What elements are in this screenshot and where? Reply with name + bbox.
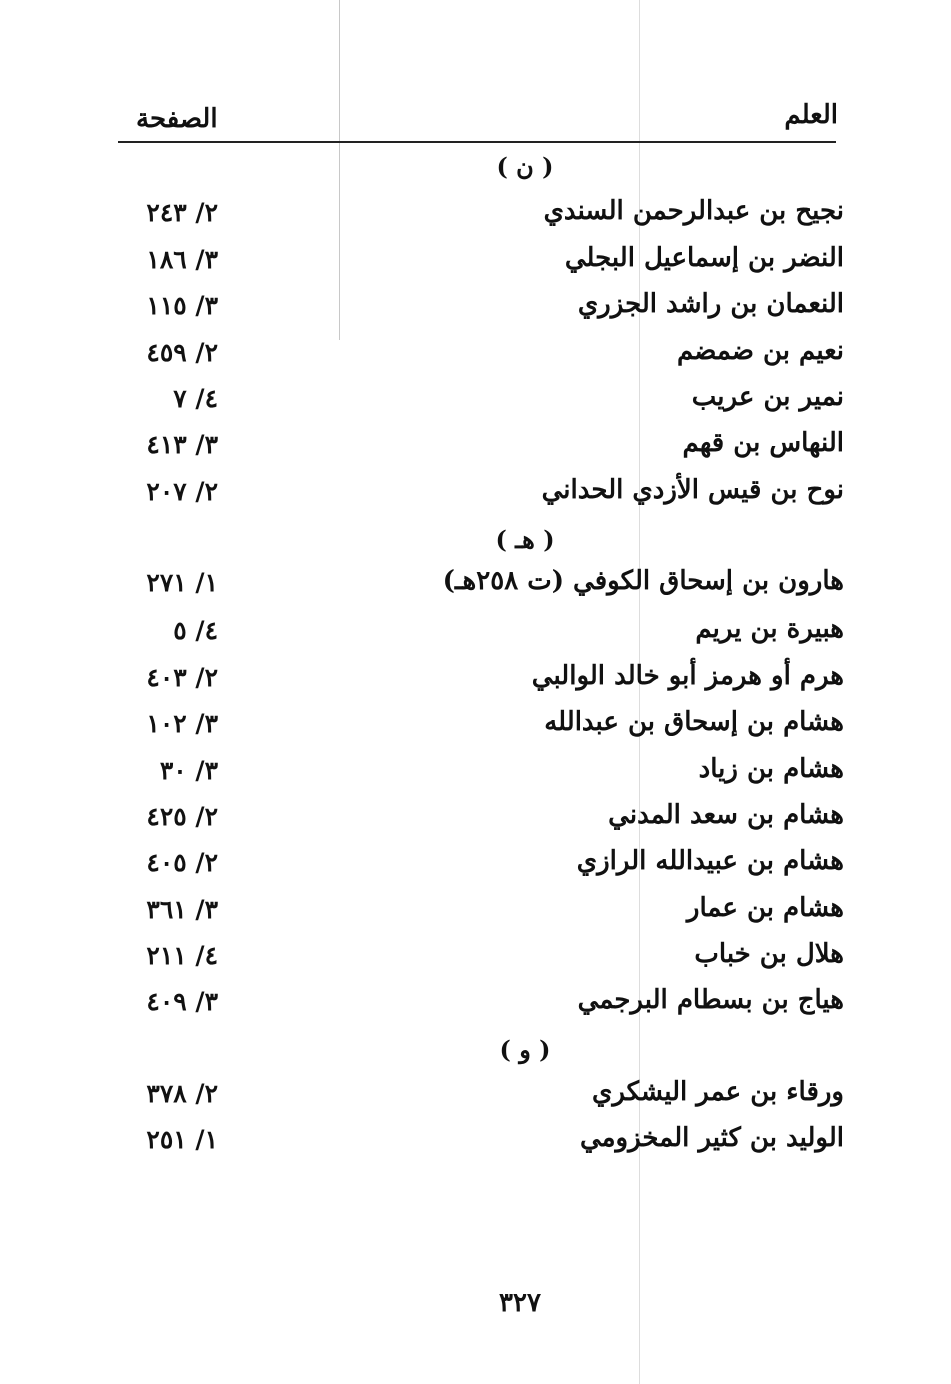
entry-page-ref: ٣/ ١٠٢	[146, 709, 218, 738]
entry-name: هياج بن بسطام البرجمي	[577, 985, 844, 1015]
entry-page-ref: ٤/ ٧	[173, 384, 218, 413]
entry-name: هرم أو هرمز أبو خالد الوالبي	[531, 661, 844, 691]
page-column-heading: الصفحة	[136, 104, 218, 134]
entry-page-ref: ٣/ ٣٠	[159, 756, 218, 785]
index-entry	[120, 428, 844, 468]
index-entry	[120, 754, 844, 794]
entry-name: الوليد بن كثير المخزومي	[579, 1123, 844, 1153]
entry-name: نمير بن عريب	[691, 382, 844, 412]
index-entry	[120, 336, 844, 376]
index-entry	[120, 382, 844, 422]
entry-page-ref: ٢/ ٣٧٨	[146, 1079, 218, 1108]
entry-name: ورقاء بن عمر اليشكري	[591, 1077, 844, 1107]
page-number: ٣٢٧	[499, 1288, 541, 1318]
entry-page-ref: ٤/ ٥	[173, 616, 218, 645]
index-header	[118, 96, 840, 142]
index-entry	[120, 566, 844, 606]
entry-page-ref: ٤/ ٢١١	[146, 941, 218, 970]
entry-name: هشام بن عمار	[686, 893, 844, 923]
entry-name: هلال بن خباب	[694, 939, 844, 969]
entry-name: هارون بن إسحاق الكوفي (ت ٢٥٨هـ)	[442, 566, 844, 596]
section-letter-ha: ( هـ )	[495, 525, 555, 554]
entry-page-ref: ٢/ ٤٠٣	[146, 663, 218, 692]
entry-page-ref: ٢/ ٤٢٥	[146, 802, 218, 831]
section-letter-noon: ( ن )	[496, 152, 554, 181]
index-entry	[120, 893, 844, 933]
entry-page-ref: ٣/ ١٨٦	[146, 245, 218, 274]
entry-name: النعمان بن راشد الجزري	[577, 289, 844, 319]
index-entry	[120, 1123, 844, 1163]
entry-name: هشام بن زياد	[698, 754, 844, 784]
entry-page-ref: ٣/ ٤١٣	[146, 430, 218, 459]
index-entry	[120, 243, 844, 283]
index-entry	[120, 707, 844, 747]
entry-name: النهاس بن قهم	[682, 428, 844, 458]
index-entry	[120, 475, 844, 515]
index-entry	[120, 800, 844, 840]
entry-page-ref: ٣/ ٣٦١	[146, 895, 218, 924]
index-entry	[120, 289, 844, 329]
entry-page-ref: ١/ ٢٥١	[146, 1125, 218, 1154]
index-entry	[120, 1077, 844, 1117]
entry-name: نوح بن قيس الأزدي الحداني	[541, 475, 844, 505]
entry-name: النضر بن إسماعيل البجلي	[564, 243, 844, 273]
entry-name: هشام بن سعد المدني	[608, 800, 844, 830]
entry-name: نعيم بن ضمضم	[676, 336, 844, 366]
entry-page-ref: ٢/ ٤٥٩	[146, 338, 218, 367]
entry-page-ref: ١/ ٢٧١	[146, 568, 218, 597]
entry-page-ref: ٣/ ٤٠٩	[146, 987, 218, 1016]
entry-name: هشام بن إسحاق بن عبدالله	[544, 707, 844, 737]
section-letter-waw: ( و )	[499, 1035, 551, 1064]
index-entry	[120, 846, 844, 886]
index-entry	[120, 661, 844, 701]
name-column-heading: العلم	[784, 100, 838, 130]
entry-page-ref: ٢/ ٢٠٧	[146, 477, 218, 506]
header-divider	[118, 141, 836, 143]
index-entry	[120, 985, 844, 1025]
entry-name: نجيح بن عبدالرحمن السندي	[543, 196, 844, 226]
index-entry	[120, 939, 844, 979]
entry-page-ref: ٢/ ٢٤٣	[146, 198, 218, 227]
entry-page-ref: ٢/ ٤٠٥	[146, 848, 218, 877]
entry-page-ref: ٣/ ١١٥	[146, 291, 218, 320]
index-entry	[120, 614, 844, 654]
index-entry	[120, 196, 844, 236]
entry-name: هشام بن عبيدالله الرازي	[576, 846, 844, 876]
entry-name: هبيرة بن يريم	[695, 614, 844, 644]
